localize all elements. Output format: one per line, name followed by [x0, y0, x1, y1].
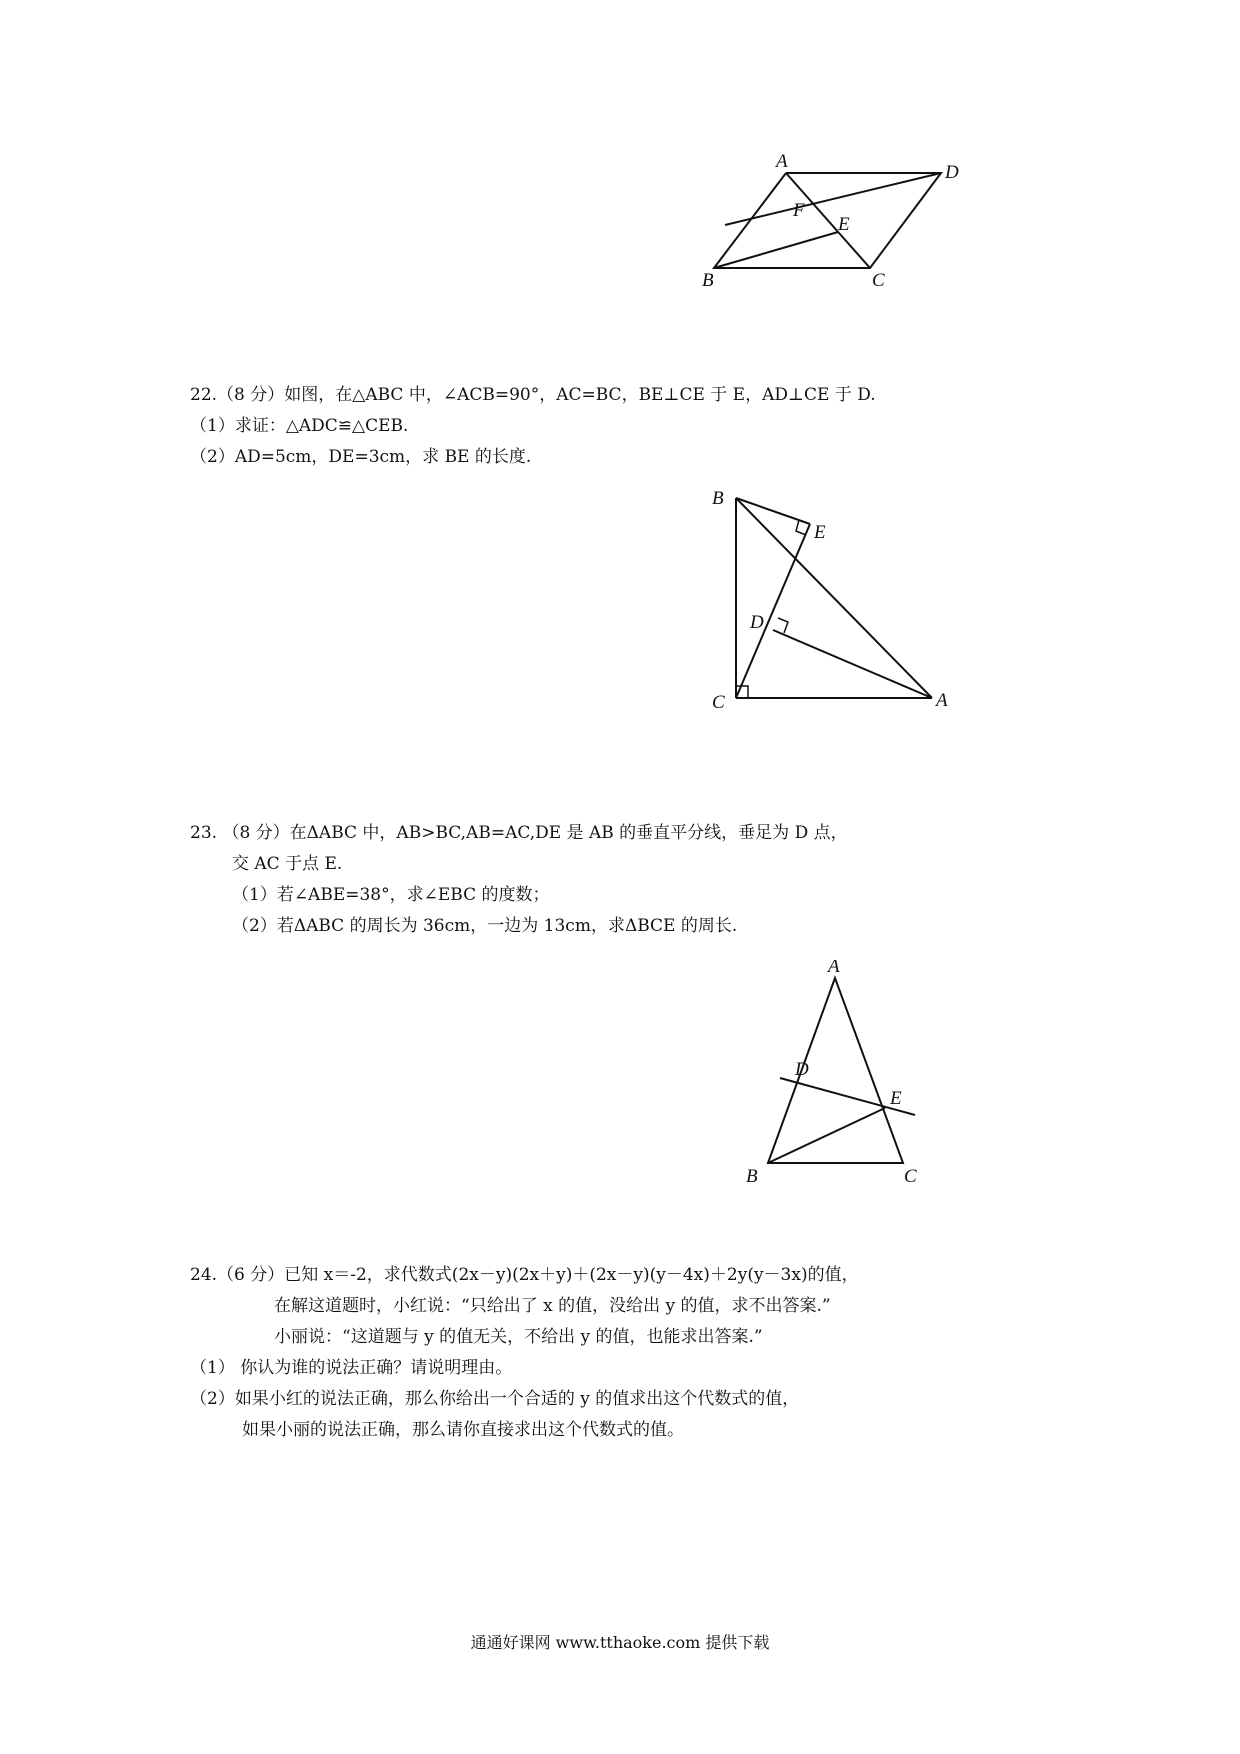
label-d: D [750, 612, 764, 633]
label-d: D [795, 1059, 809, 1080]
q22-part2: （2）AD=5cm，DE=3cm，求 BE 的长度. [190, 447, 532, 467]
label-c: C [904, 1166, 917, 1187]
label-e: E [838, 214, 850, 235]
q23-part1: （1）若∠ABE=38°，求∠EBC 的度数； [232, 885, 550, 905]
q24-part1: （1） 你认为谁的说法正确？请说明理由。 [190, 1358, 513, 1378]
segment-ba [736, 498, 932, 698]
label-b: B [702, 270, 714, 290]
q22-stem: 22.（8 分）如图，在△ABC 中，∠ACB=90°，AC=BC，BE⊥CE 于 E，AD⊥CE 于 D. [190, 385, 876, 405]
q23-part2: （2）若ΔABC 的周长为 36cm，一边为 13cm，求ΔBCE 的周长. [232, 916, 738, 936]
figure-parallelogram [690, 140, 970, 290]
label-a: A [936, 690, 948, 710]
label-c: C [712, 692, 725, 710]
label-a: A [828, 960, 840, 977]
label-e: E [814, 522, 826, 543]
figure-isosceles-triangle [740, 960, 950, 1200]
question-22 [190, 380, 876, 473]
segment-ad [773, 630, 932, 698]
question-23 [190, 818, 848, 942]
q23-stem: 23. （8 分）在ΔABC 中，AB>BC,AB=AC,DE 是 AB 的垂直平分线，垂足为 D 点， [190, 823, 848, 843]
figure-right-triangle [700, 480, 970, 710]
segment-ce [736, 524, 810, 698]
label-d: D [945, 162, 959, 183]
q22-part1: （1）求证：△ADC≌△CEB. [190, 416, 409, 436]
q24-part2-continued: 如果小丽的说法正确，那么请你直接求出这个代数式的值。 [242, 1420, 684, 1440]
label-b: B [746, 1166, 758, 1187]
label-f: F [793, 200, 805, 221]
q24-stem: 24.（6 分）已知 x＝-2，求代数式(2x－y)(2x＋y)＋(2x－y)(y－4x)＋2y(y－3x)的值， [190, 1265, 859, 1285]
label-b: B [712, 488, 724, 509]
q24-xiaoli-statement: 小丽说：“这道题与 y 的值无关，不给出 y 的值，也能求出答案.” [274, 1327, 763, 1347]
label-e: E [890, 1088, 902, 1109]
page-footer: 通通好课网 www.tthaoke.com 提供下载 [470, 1633, 770, 1652]
segment-be [714, 232, 838, 268]
q23-stem-continued: 交 AC 于点 E. [232, 854, 343, 874]
triangle-abc [768, 978, 903, 1163]
q24-xiaohong-statement: 在解这道题时，小红说：“只给出了 x 的值，没给出 y 的值，求不出答案.” [274, 1296, 831, 1316]
right-angle-d [778, 618, 788, 633]
question-24 [190, 1260, 859, 1446]
label-a: A [776, 151, 788, 172]
label-c: C [872, 270, 885, 290]
q24-part2: （2）如果小红的说法正确，那么你给出一个合适的 y 的值求出这个代数式的值， [190, 1389, 800, 1409]
